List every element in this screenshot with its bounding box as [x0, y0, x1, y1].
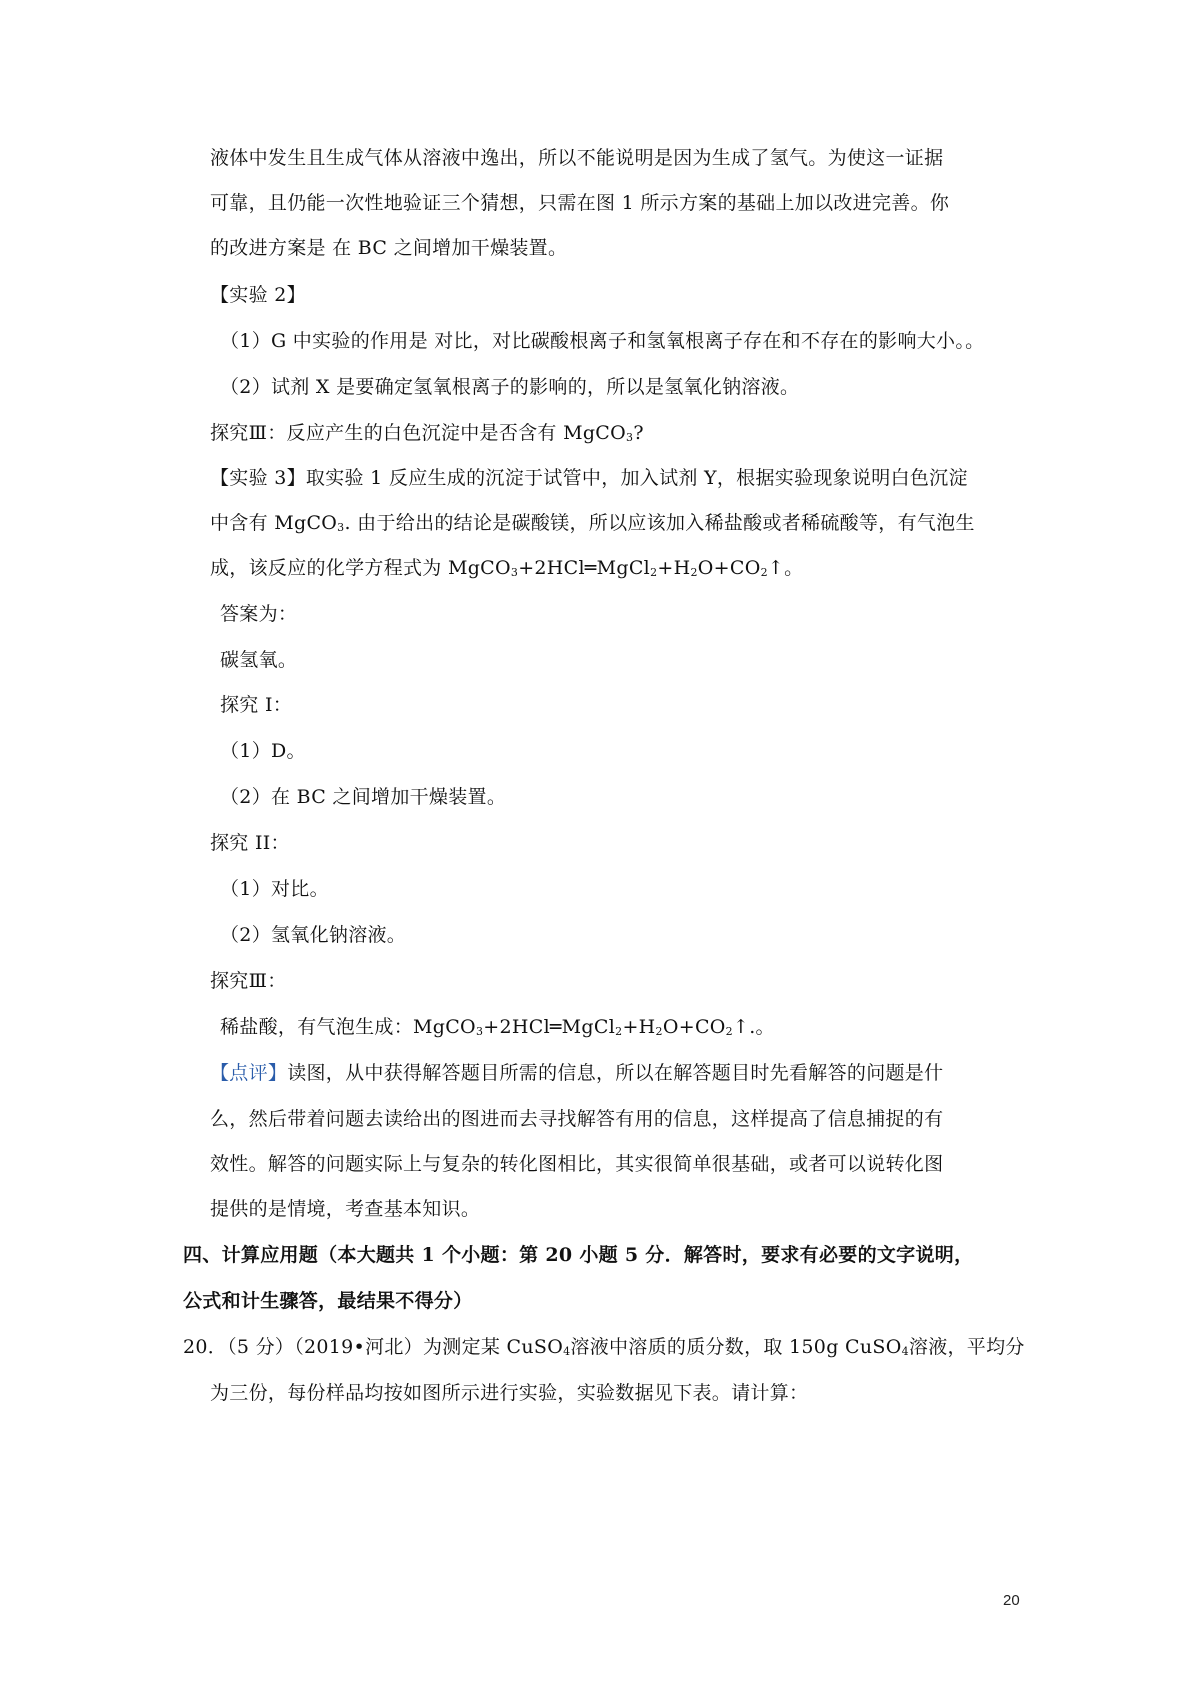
text-line: 为三份，每份样品均按如图所示进行实验，实验数据见下表。请计算：	[210, 1382, 809, 1404]
review-line: 么，然后带着问题去读给出的图进而去寻找解答有用的信息，这样提高了信息捕捉的有	[210, 1108, 944, 1130]
text-line: （1）G 中实验的作用是 对比，对比碳酸根离子和氢氧根离子存在和不存在的影响大小。。	[220, 330, 985, 352]
equation-line: 稀盐酸，有气泡生成：$MgCO_3+2HCl═MgCl_2+H_2O+CO_2↑$.。	[220, 1016, 775, 1038]
text-line: 探究Ⅲ：反应产生的白色沉淀中是否含有 MgCO$_3$?	[210, 422, 644, 444]
text-line: （2）试剂 X 是要确定氢氧根离子的影响的，所以是氢氧化钠溶液。	[220, 376, 800, 398]
review-line: 提供的是情境，考查基本知识。	[210, 1198, 481, 1220]
section-title: 四、计算应用题（本大题共 1 个小题：第 20 小题 5 分．解答时，要求有必要的文字说明，	[183, 1244, 974, 1266]
text-line: （1）D。	[220, 740, 306, 762]
text-line: 【实验 3】取实验 1 反应生成的沉淀于试管中，加入试剂 Y，根据实验现象说明白色沉淀	[210, 467, 968, 489]
review-line: 效性。解答的问题实际上与复杂的转化图相比，其实很简单很基础，或者可以说转化图	[210, 1153, 944, 1175]
text-line: 探究 I：	[220, 694, 293, 716]
text-line: 可靠，且仍能一次性地验证三个猜想，只需在图 1 所示方案的基础上加以改进完善。你	[210, 192, 950, 214]
question-20: 20．（5 分）（2019•河北）为测定某 CuSO$_4$溶液中溶质的质分数，取 150g CuSO$_4$溶液，平均分	[183, 1336, 1025, 1358]
text-line: 碳氢氧。	[220, 649, 298, 671]
review-label: 【点评】	[210, 1062, 288, 1084]
text-line: 中含有 MgCO$_3$. 由于给出的结论是碳酸镁，所以应该加入稀盐酸或者稀硫酸等，有气泡生	[210, 512, 975, 534]
text-line: （2）在 BC 之间增加干燥装置。	[220, 786, 507, 808]
equation-line: 成，该反应的化学方程式为 $MgCO_3+2HCl═MgCl_2+H_2O+CO_2↑$。	[210, 557, 804, 579]
text-line: 液体中发生且生成气体从溶液中逸出，所以不能说明是因为生成了氢气。为使这一证据	[210, 147, 944, 169]
text-line: 的改进方案是 在 BC 之间增加干燥装置。	[210, 237, 568, 259]
page-number: 20	[1003, 1592, 1020, 1609]
text-line: 探究 II：	[210, 832, 290, 854]
text-line: 探究Ⅲ：	[210, 970, 287, 992]
review-line: 【点评】读图，从中获得解答题目所需的信息，所以在解答题目时先看解答的问题是什	[210, 1062, 944, 1084]
text-line: （2）氢氧化钠溶液。	[220, 924, 407, 946]
answer-label: 答案为：	[220, 603, 298, 625]
experiment-2-heading: 【实验 2】	[210, 284, 306, 306]
section-title: 公式和计生骤答，最结果不得分）	[183, 1290, 473, 1312]
text-line: （1）对比。	[220, 878, 329, 900]
